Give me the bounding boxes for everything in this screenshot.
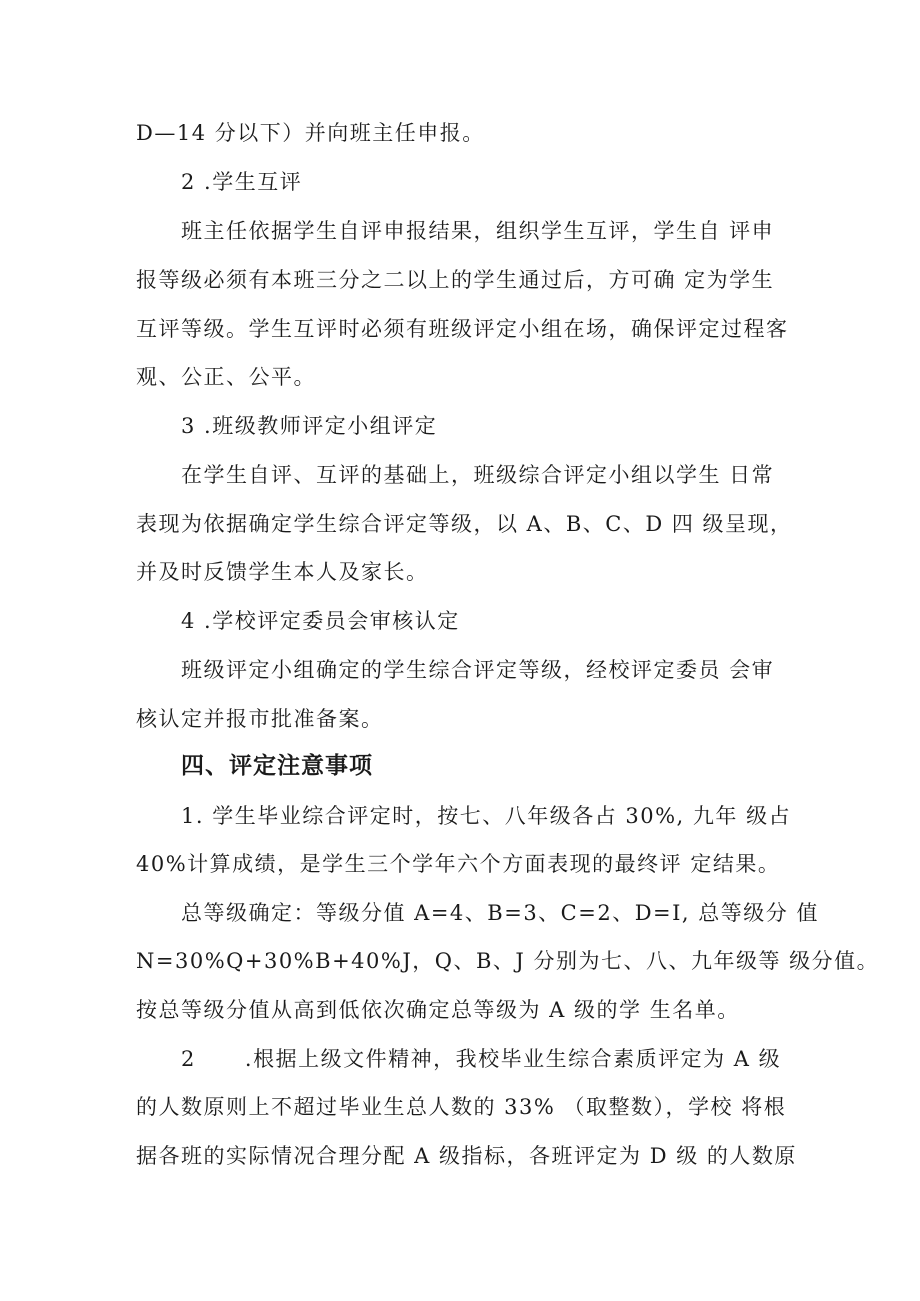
section-heading-3: 3 .班级教师评定小组评定 [181,414,438,438]
text-line-1: D—14 分以下）并向班主任申报。 [136,121,485,145]
paragraph-line: 报等级必须有本班三分之二以上的学生通过后，方可确 定为学生 [136,268,775,292]
paragraph-line: 40%计算成绩，是学生三个学年六个方面表现的最终评 定结果。 [136,852,781,876]
section-heading-2: 2 .学生互评 [181,170,303,194]
paragraph-line: 据各班的实际情况合理分配 A 级指标，各班评定为 D 级 的人数原 [136,1144,797,1168]
paragraph-line: 在学生自评、互评的基础上，班级综合评定小组以学生 日常 [181,463,775,487]
paragraph-line: 总等级确定：等级分值 A=4、B=3、C=2、D=I, 总等级分 值 [181,901,819,925]
paragraph-line: 班级评定小组确定的学生综合评定等级，经校评定委员 会审 [181,658,775,682]
chapter-heading: 四、评定注意事项 [181,753,373,779]
paragraph-line: 2 .根据上级文件精神，我校毕业生综合素质评定为 A 级 [181,1047,782,1071]
paragraph-line: 观、公正、公平。 [136,365,316,389]
paragraph-line: N=30%Q+30%B+40%J，Q、B、J 分别为七、八、九年级等 级分值。 [136,949,880,973]
paragraph-line: 的人数原则上不超过毕业生总人数的 33% （取整数），学校 将根 [136,1095,787,1119]
paragraph-line: 班主任依据学生自评申报结果，组织学生互评，学生自 评申 [181,219,775,243]
paragraph-line: 核认定并报市批准备案。 [136,707,384,731]
paragraph-line: 按总等级分值从高到低依次确定总等级为 A 级的学 生名单。 [136,998,740,1022]
paragraph-line: 表现为依据确定学生综合评定等级，以 A、B、C、D 四 级呈现， [136,512,793,536]
paragraph-line: 1. 学生毕业综合评定时，按七、八年级各占 30%, 九年 级占 [181,804,792,828]
paragraph-line: 互评等级。学生互评时必须有班级评定小组在场，确保评定过程客 [136,317,789,341]
section-heading-4: 4 .学校评定委员会审核认定 [181,609,460,633]
paragraph-line: 并及时反馈学生本人及家长。 [136,560,429,584]
